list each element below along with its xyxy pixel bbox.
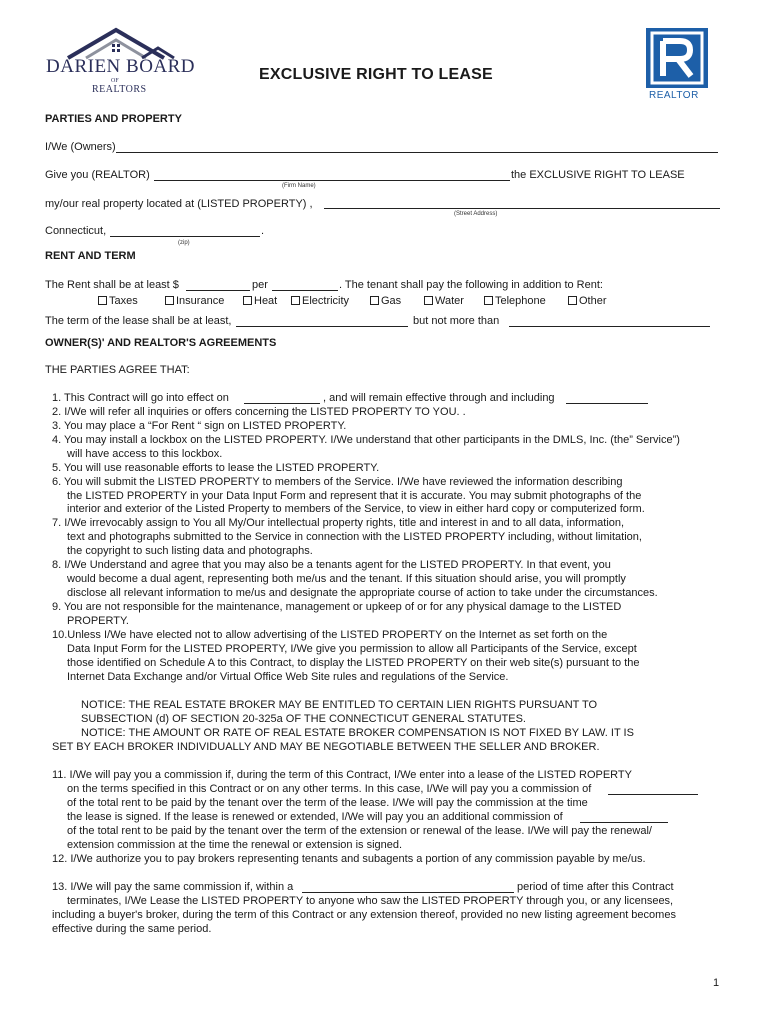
logo-line1: DARIEN BOARD — [46, 56, 196, 77]
exclusive-text: the EXCLUSIVE RIGHT TO LEASE — [511, 169, 685, 181]
utility-label: Heat — [254, 295, 278, 307]
item-8-line3: disclose all relevant information to me/us and designate the appropriate course of action to take under the circumstances. — [67, 587, 658, 599]
item-11-line6: extension commission at the time the renewal or extension is signed. — [67, 839, 403, 851]
checkbox[interactable] — [484, 296, 493, 305]
item-11-line3: of the total rent to be paid by the tenant over the term of the lease. I/We will pay the commission at the time — [67, 797, 588, 809]
utility-gas[interactable] — [370, 295, 401, 307]
notice-line4: SET BY EACH BROKER INDIVIDUALLY AND MAY BE NEGOTIABLE BETWEEN THE SELLER AND BROKER. — [52, 741, 600, 753]
document-title: EXCLUSIVE RIGHT TO LEASE — [259, 66, 493, 83]
utility-telephone[interactable] — [484, 295, 546, 307]
darien-board-logo — [46, 26, 196, 96]
utility-label: Taxes — [109, 295, 138, 307]
rent-per: per — [252, 279, 268, 291]
section-heading-rent: RENT AND TERM — [45, 250, 136, 262]
house-roof-icon — [46, 26, 192, 60]
checkbox[interactable] — [243, 296, 252, 305]
item-6-line2: the LISTED PROPERTY in your Data Input Form and represent that it is accurate. You may submit photographs of the — [67, 490, 642, 502]
item-12: 12. I/We authorize you to pay brokers representing tenants and subagents a portion of any commission payable by me/us. — [52, 853, 646, 865]
item-4-line1: 4. You may install a lockbox on the LISTED PROPERTY. I/We understand that other participants in the DMLS, Inc. (the” Service”) — [52, 434, 680, 446]
term-max-field[interactable] — [509, 326, 710, 327]
item-8-line2: would become a dual agent, representing both me/us and the tenant. If this situation should arise, you will promptly — [67, 573, 626, 585]
item-7-line3: the copyright to such listing data and photographs. — [67, 545, 313, 557]
realtor-r-icon — [646, 28, 708, 88]
item-13-line2: terminates, I/We Lease the LISTED PROPERTY to anyone who saw the LISTED PROPERTY through you, or any licensees, — [67, 895, 674, 907]
term-prefix: The term of the lease shall be at least, — [45, 315, 232, 327]
utility-label: Other — [579, 295, 607, 307]
section-heading-parties: PARTIES AND PROPERTY — [45, 113, 182, 125]
utility-water[interactable] — [424, 295, 464, 307]
expiration-date-field[interactable] — [566, 403, 648, 404]
item-10-line3: those identified on Schedule A to this Contract, to display the LISTED PROPERTY on their web site(s) pursuant to the — [67, 657, 640, 669]
rent-suffix: . The tenant shall pay the following in addition to Rent: — [339, 279, 603, 291]
checkbox[interactable] — [98, 296, 107, 305]
item-11-line4: the lease is signed. If the lease is renewed or extended, I/We will pay you an additional commission of — [67, 811, 563, 823]
agreements-intro: THE PARTIES AGREE THAT: — [45, 364, 190, 376]
commission-field[interactable] — [608, 794, 698, 795]
item-11-line1: 11. I/We will pay you a commission if, during the term of this Contract, I/We enter into a lease of the LISTED ROPERTY — [52, 769, 632, 781]
utility-label: Insurance — [176, 295, 225, 307]
zip-hint: (zip) — [178, 240, 190, 246]
item-7-line2: text and photographs submitted to the Service in connection with the LISTED PROPERTY including, without limitation, — [67, 531, 642, 543]
firm-name-field[interactable] — [154, 180, 510, 181]
connecticut-label: Connecticut, — [45, 225, 107, 237]
term-min-field[interactable] — [236, 326, 408, 327]
property-label: my/our real property located at (LISTED PROPERTY) , — [45, 198, 313, 210]
utility-other[interactable] — [568, 295, 607, 307]
rent-prefix: The Rent shall be at least $ — [45, 279, 179, 291]
notice-line3: NOTICE: THE AMOUNT OR RATE OF REAL ESTATE BROKER COMPENSATION IS NOT FIXED BY LAW. IT IS — [81, 727, 634, 739]
utility-label: Gas — [381, 295, 402, 307]
zip-field[interactable] — [110, 236, 260, 237]
street-hint: (Street Address) — [454, 211, 498, 217]
protection-period-field[interactable] — [302, 892, 514, 893]
give-label: Give you (REALTOR) — [45, 169, 150, 181]
item-11-line5: of the total rent to be paid by the tenant over the term of the extension or renewal of the lease. I/We will pay the renewal/ — [67, 825, 652, 837]
item-5: 5. You will use reasonable efforts to lease the LISTED PROPERTY. — [52, 462, 380, 474]
item-13-line1a: 13. I/We will pay the same commission if, within a — [52, 881, 294, 893]
utility-label: Electricity — [302, 295, 350, 307]
page-number: 1 — [713, 977, 720, 989]
item-10-line4: Internet Data Exchange and/or Virtual Office Web Site rules and regulations of the Service. — [67, 671, 509, 683]
item-11-line2: on the terms specified in this Contract or on any other terms. In this case, I/We will pay you a commission of — [67, 783, 592, 795]
realtor-logo — [646, 28, 708, 104]
item-2: 2. I/We will refer all inquiries or offers concerning the LISTED PROPERTY TO YOU. . — [52, 406, 466, 418]
item-1b: , and will remain effective through and including — [323, 392, 555, 404]
rent-period-field[interactable] — [272, 290, 338, 291]
street-address-field[interactable] — [324, 208, 720, 209]
renewal-commission-field[interactable] — [580, 822, 668, 823]
checkbox[interactable] — [165, 296, 174, 305]
effective-date-field[interactable] — [244, 403, 320, 404]
owners-label: I/We (Owners) — [45, 141, 116, 153]
notice-line2: SUBSECTION (d) OF SECTION 20-325a OF THE CONNECTICUT GENERAL STATUTES. — [81, 713, 526, 725]
logo-line2: REALTORS — [92, 84, 147, 95]
section-heading-agreements: OWNER(S)' AND REALTOR'S AGREEMENTS — [45, 337, 277, 349]
utility-taxes[interactable] — [98, 295, 138, 307]
item-4-line2: will have access to this lockbox. — [67, 448, 223, 460]
zip-period: . — [261, 225, 265, 237]
item-10-line1: 10.Unless I/We have elected not to allow advertising of the LISTED PROPERTY on the Internet as set forth on the — [52, 629, 608, 641]
utility-insurance[interactable] — [165, 295, 224, 307]
checkbox[interactable] — [568, 296, 577, 305]
checkbox[interactable] — [424, 296, 433, 305]
utility-label: Water — [435, 295, 464, 307]
notice-line1: NOTICE: THE REAL ESTATE BROKER MAY BE ENTITLED TO CERTAIN LIEN RIGHTS PURSUANT TO — [81, 699, 598, 711]
item-13-line4: effective during the same period. — [52, 923, 212, 935]
rent-amount-field[interactable] — [186, 290, 250, 291]
item-3: 3. You may place a “For Rent “ sign on LISTED PROPERTY. — [52, 420, 347, 432]
realtor-mark-text: REALTOR — [649, 90, 699, 101]
item-9-line1: 9. You are not responsible for the maintenance, management or upkeep of or for any physical damage to the LISTED — [52, 601, 622, 613]
item-6-line1: 6. You will submit the LISTED PROPERTY to members of the Service. I/We have reviewed the information describing — [52, 476, 623, 488]
logo-of: OF — [111, 78, 119, 84]
utility-heat[interactable] — [243, 295, 277, 307]
firm-name-hint: (Firm Name) — [282, 183, 316, 189]
checkbox[interactable] — [370, 296, 379, 305]
item-6-line3: interior and exterior of the Listed Property to members of the Service, to view in either hard copy or computerized form. — [67, 503, 645, 515]
item-1a: 1. This Contract will go into effect on — [52, 392, 229, 404]
item-13-line1b: period of time after this Contract — [517, 881, 674, 893]
utility-electricity[interactable] — [291, 295, 349, 307]
owners-field[interactable] — [116, 152, 718, 153]
utility-label: Telephone — [495, 295, 546, 307]
item-13-line3: including a buyer's broker, during the term of this Contract or any extension thereof, provided no new listing agreement becomes — [52, 909, 676, 921]
item-8-line1: 8. I/We Understand and agree that you may also be a tenants agent for the LISTED PROPERTY. In that event, you — [52, 559, 611, 571]
item-10-line2: Data Input Form for the LISTED PROPERTY, I/We give you permission to allow all Participants of the Service, except — [67, 643, 637, 655]
checkbox[interactable] — [291, 296, 300, 305]
item-9-line2: PROPERTY. — [67, 615, 129, 627]
term-middle: but not more than — [413, 315, 500, 327]
item-7-line1: 7. I/We irrevocably assign to You all My/Our intellectual property rights, title and interest in and to all data, information, — [52, 517, 625, 529]
